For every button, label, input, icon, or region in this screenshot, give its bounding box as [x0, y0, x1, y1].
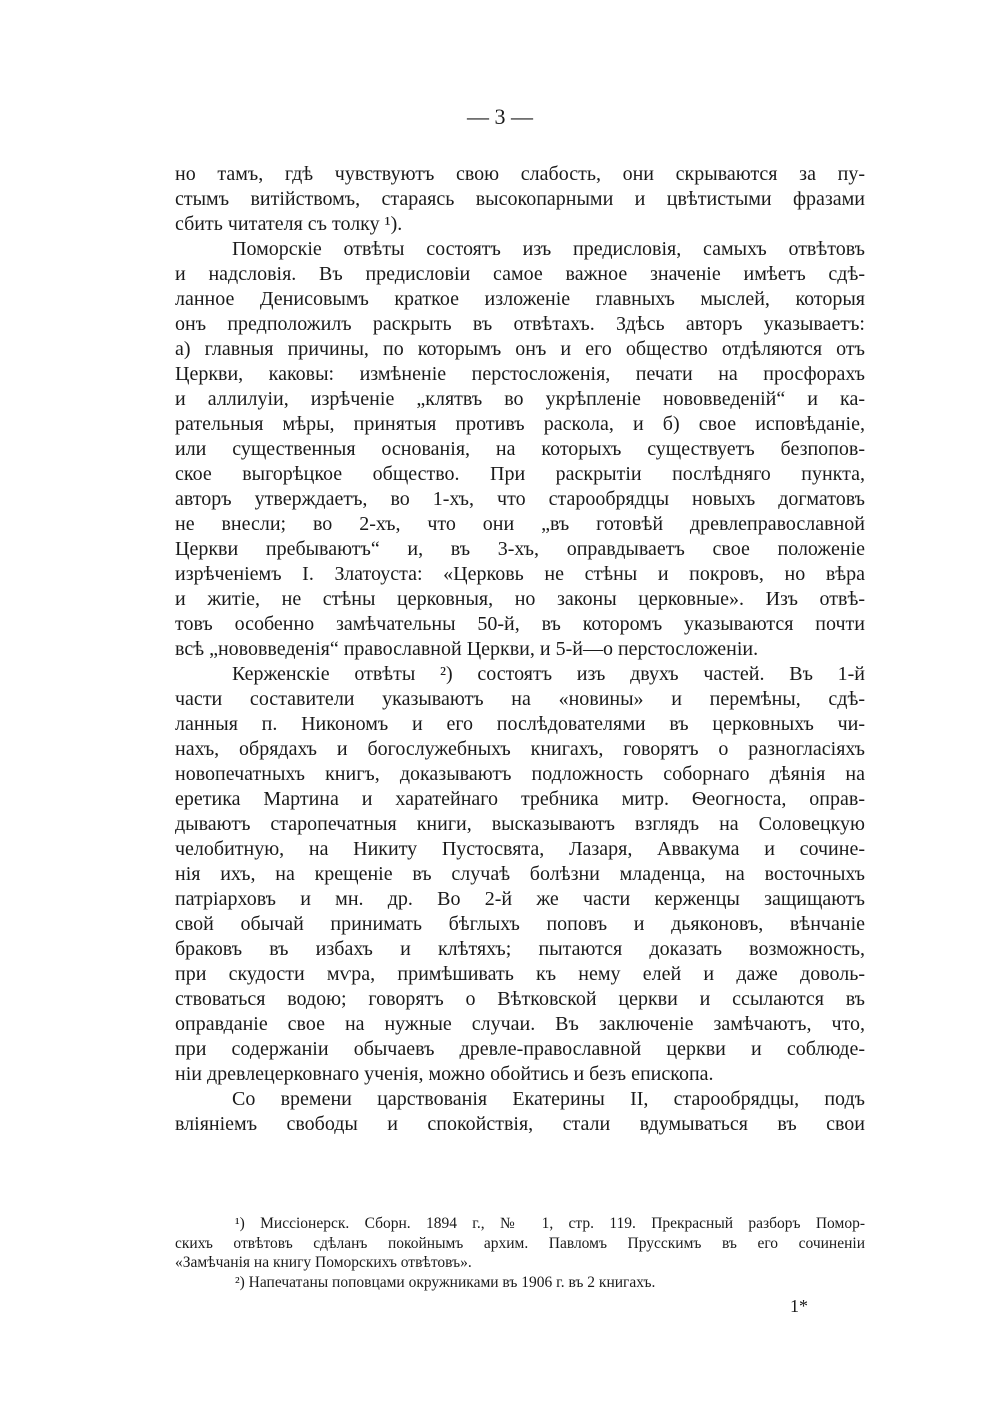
text-line: нахъ, обрядахъ и богослужебныхъ книгахъ, говорятъ о разногласiяхъ [175, 738, 865, 760]
body-text [175, 162, 865, 1137]
text-line: части составители указываютъ на «новины» и перемѣны, сдѣ- [175, 688, 865, 710]
text-line: сбить читателя съ толку ¹). [175, 213, 403, 235]
text-line: при содержанiи обычаевъ древле-православной церкви и соблюде- [175, 1038, 865, 1060]
text-line: браковъ въ избахъ и клѣтяхъ; пытаются доказать возможность, [175, 938, 865, 960]
text-line: челобитную, на Никиту Пустосвята, Лазаря, Аввакума и сочине- [175, 838, 865, 860]
text-line: Со времени царствованiя Екатерины II, старообрядцы, подъ [232, 1088, 865, 1110]
text-line: рательныя мѣры, принятыя противъ раскола, и б) свое исповѣданiе, [175, 413, 865, 435]
text-line: а) главныя причины, по которымъ онъ и его общество отдѣляются отъ [175, 338, 865, 360]
footnote-line: скихъ отвѣтовъ сдѣланъ покойнымъ архим. Павломъ Прусскимъ въ его сочиненiи [175, 1234, 865, 1252]
text-line: ланныя п. Никономъ и его послѣдователями въ церковныхъ чи- [175, 713, 865, 735]
text-line: ланное Денисовымъ краткое изложенiе главныхъ мыслей, которыя [175, 288, 865, 310]
text-line: еретика Мартина и харатейнаго требника митр. Ѳеогноста, оправ- [175, 788, 865, 810]
text-line: и аллилуiи, изрѣченiе „клятвъ во укрѣпленiе нововведенiй“ и ка- [175, 388, 865, 410]
text-line: стымъ витiйствомъ, стараясь высокопарными и цвѣтистыми фразами [175, 188, 865, 210]
text-line: и житiе, не стѣны церковныя, но законы церковные». Изъ отвѣ- [175, 588, 865, 610]
text-line: нiи древлецерковнаго ученiя, можно обойтись и безъ епископа. [175, 1063, 714, 1085]
text-line: и надсловiя. Въ предисловiи самое важное значенiе имѣетъ сдѣ- [175, 263, 865, 285]
signature-mark: 1* [790, 1296, 808, 1316]
text-line: новопечатныхъ книгъ, доказываютъ подложность соборнаго дѣянiя на [175, 763, 865, 785]
text-line: авторъ утверждаетъ, во 1-хъ, что старообрядцы новыхъ догматовъ [175, 488, 865, 510]
text-line: или существенныя основанiя, на которыхъ существуетъ безпопов- [175, 438, 865, 460]
text-line: изрѣченiемъ I. Златоуста: «Церковь не стѣны и покровъ, но вѣра [175, 563, 865, 585]
text-line: товъ особенно замѣчательны 50-й, въ которомъ указываются почти [175, 613, 865, 635]
text-line: ское выгорѣцкое общество. При раскрытiи послѣдняго пункта, [175, 463, 865, 485]
text-line: патрiарховъ и мн. др. Во 2-й же части керженцы защищаютъ [175, 888, 865, 910]
text-line: не внесли; во 2-хъ, что они „въ готовѣй древлеправославной [175, 513, 865, 535]
text-line: Церкви, каковы: измѣненiе перстосложенiя, печати на просфорахъ [175, 363, 865, 385]
footnotes [175, 1214, 865, 1292]
text-line: ствоваться водою; говорятъ о Вѣтковской церкви и ссылаются въ [175, 988, 865, 1010]
footnote-line: ²) Напечатаны поповцами окружниками въ 1906 г. въ 2 книгахъ. [235, 1273, 656, 1291]
page-number: — 3 — [467, 104, 533, 129]
text-line: оправданiе свое на нужные случаи. Въ заключенiе замѣчаютъ, что, [175, 1013, 865, 1035]
footnote-line: ¹) Миссiонерск. Сборн. 1894 г., № 1, стр. 119. Прекрасный разборъ Помор- [235, 1215, 865, 1232]
text-line: но тамъ, гдѣ чувствуютъ свою слабость, они скрываются за пу- [175, 163, 865, 185]
text-line: Церкви пребываютъ“ и, въ 3-хъ, оправдываетъ свое положенiе [175, 538, 865, 560]
text-line: нiя ихъ, на крещенiе въ случаѣ болѣзни младенца, на восточныхъ [175, 863, 865, 885]
text-line: всѣ „нововведенiя“ православной Церкви, и 5-й—о перстосложенiи. [175, 638, 759, 660]
text-line: влiянiемъ свободы и спокойствiя, стали вдумываться въ свои [175, 1113, 865, 1135]
text-line: свой обычай принимать бѣглыхъ поповъ и дьяконовъ, вѣнчанiе [175, 913, 865, 935]
footnote-line: «Замѣчанiя на книгу Поморскихъ отвѣтовъ». [175, 1254, 472, 1271]
text-line: при скудости мѵра, примѣшивать къ нему елей и даже доволь- [175, 963, 865, 985]
text-line: дываютъ старопечатныя книги, высказываютъ взглядъ на Соловецкую [175, 813, 865, 835]
text-line: онъ предположилъ раскрыть въ отвѣтахъ. Здѣсь авторъ указываетъ: [175, 313, 865, 335]
text-line: Керженскiе отвѣты ²) состоятъ изъ двухъ частей. Въ 1-й [232, 663, 865, 685]
text-line: Поморскiе отвѣты состоятъ изъ предисловiя, самыхъ отвѣтовъ [232, 238, 865, 260]
